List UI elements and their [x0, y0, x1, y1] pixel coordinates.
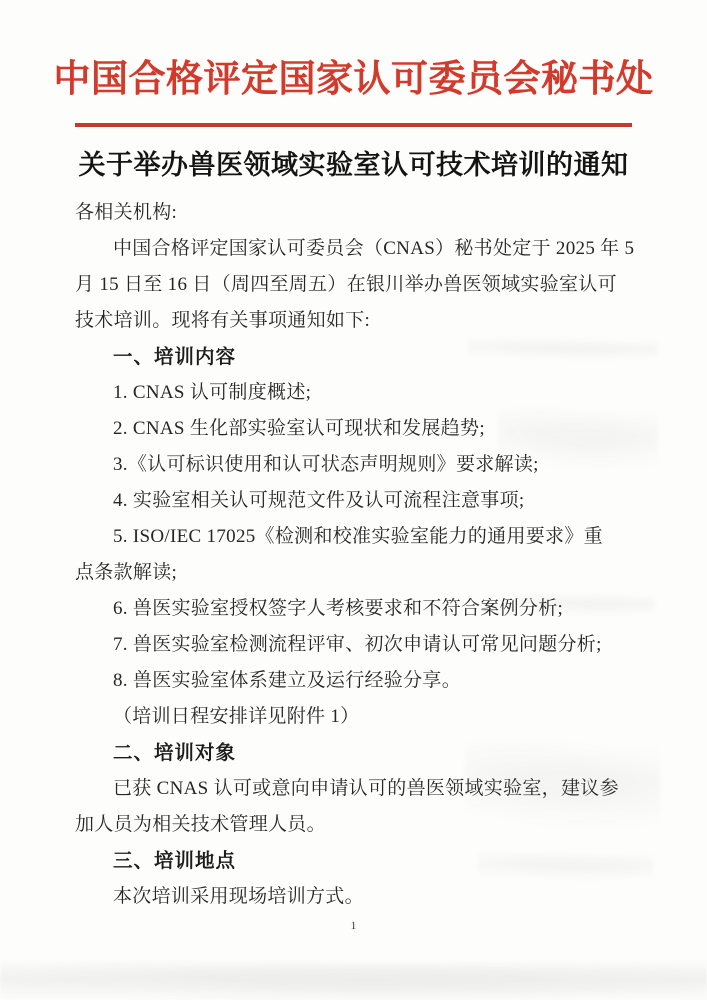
section1-heading: 一、培训内容 [113, 346, 237, 368]
training-item-4: 4. 实验室相关认可规范文件及认可流程注意事项; [113, 490, 525, 511]
page-number: 1 [350, 920, 357, 932]
training-item-6: 6. 兽医实验室授权签字人考核要求和不符合案例分析; [113, 598, 564, 619]
letterhead [0, 0, 707, 127]
training-item-5: 5. ISO/IEC 17025《检测和校准实验室能力的通用要求》重 [113, 526, 603, 547]
training-item-8: 8. 兽医实验室体系建立及运行经验分享。 [113, 670, 462, 691]
section2-heading: 二、培训对象 [113, 742, 237, 764]
page-title: 关于举办兽医领域实验室认可技术培训的通知 [78, 150, 629, 180]
schedule-note: （培训日程安排详见附件 1） [113, 706, 360, 727]
training-item-7: 7. 兽医实验室检测流程评审、初次申请认可常见问题分析; [113, 634, 602, 655]
document-body [0, 195, 707, 915]
letterhead-divider-rule [75, 123, 632, 127]
org-name-header: 中国合格评定国家认可委员会秘书处 [53, 59, 654, 100]
salutation: 各相关机构: [75, 202, 178, 223]
intro-paragraph-line: 技术培训。现将有关事项通知如下: [75, 310, 371, 331]
section3-heading: 三、培训地点 [113, 850, 237, 872]
page-footer [0, 916, 707, 934]
section2-paragraph-line: 已获 CNAS 认可或意向申请认可的兽医领域实验室，建议参 [113, 778, 619, 799]
section3-paragraph-line: 本次培训采用现场培训方式。 [113, 886, 364, 907]
intro-paragraph-line: 中国合格评定国家认可委员会（CNAS）秘书处定于 2025 年 5 [113, 238, 635, 259]
intro-paragraph-line: 月 15 日至 16 日（周四至周五）在银川举办兽医领域实验室认可 [75, 274, 617, 295]
training-item-1: 1. CNAS 认可制度概述; [113, 382, 312, 403]
training-item-2: 2. CNAS 生化部实验室认可现状和发展趋势; [113, 418, 485, 439]
training-item-3: 3.《认可标识使用和认可状态声明规则》要求解读; [113, 454, 539, 475]
section2-paragraph-line: 加人员为相关技术管理人员。 [75, 814, 326, 835]
scan-mottling-artifact [0, 952, 707, 1000]
training-item-5-continuation: 点条款解读; [75, 562, 178, 583]
